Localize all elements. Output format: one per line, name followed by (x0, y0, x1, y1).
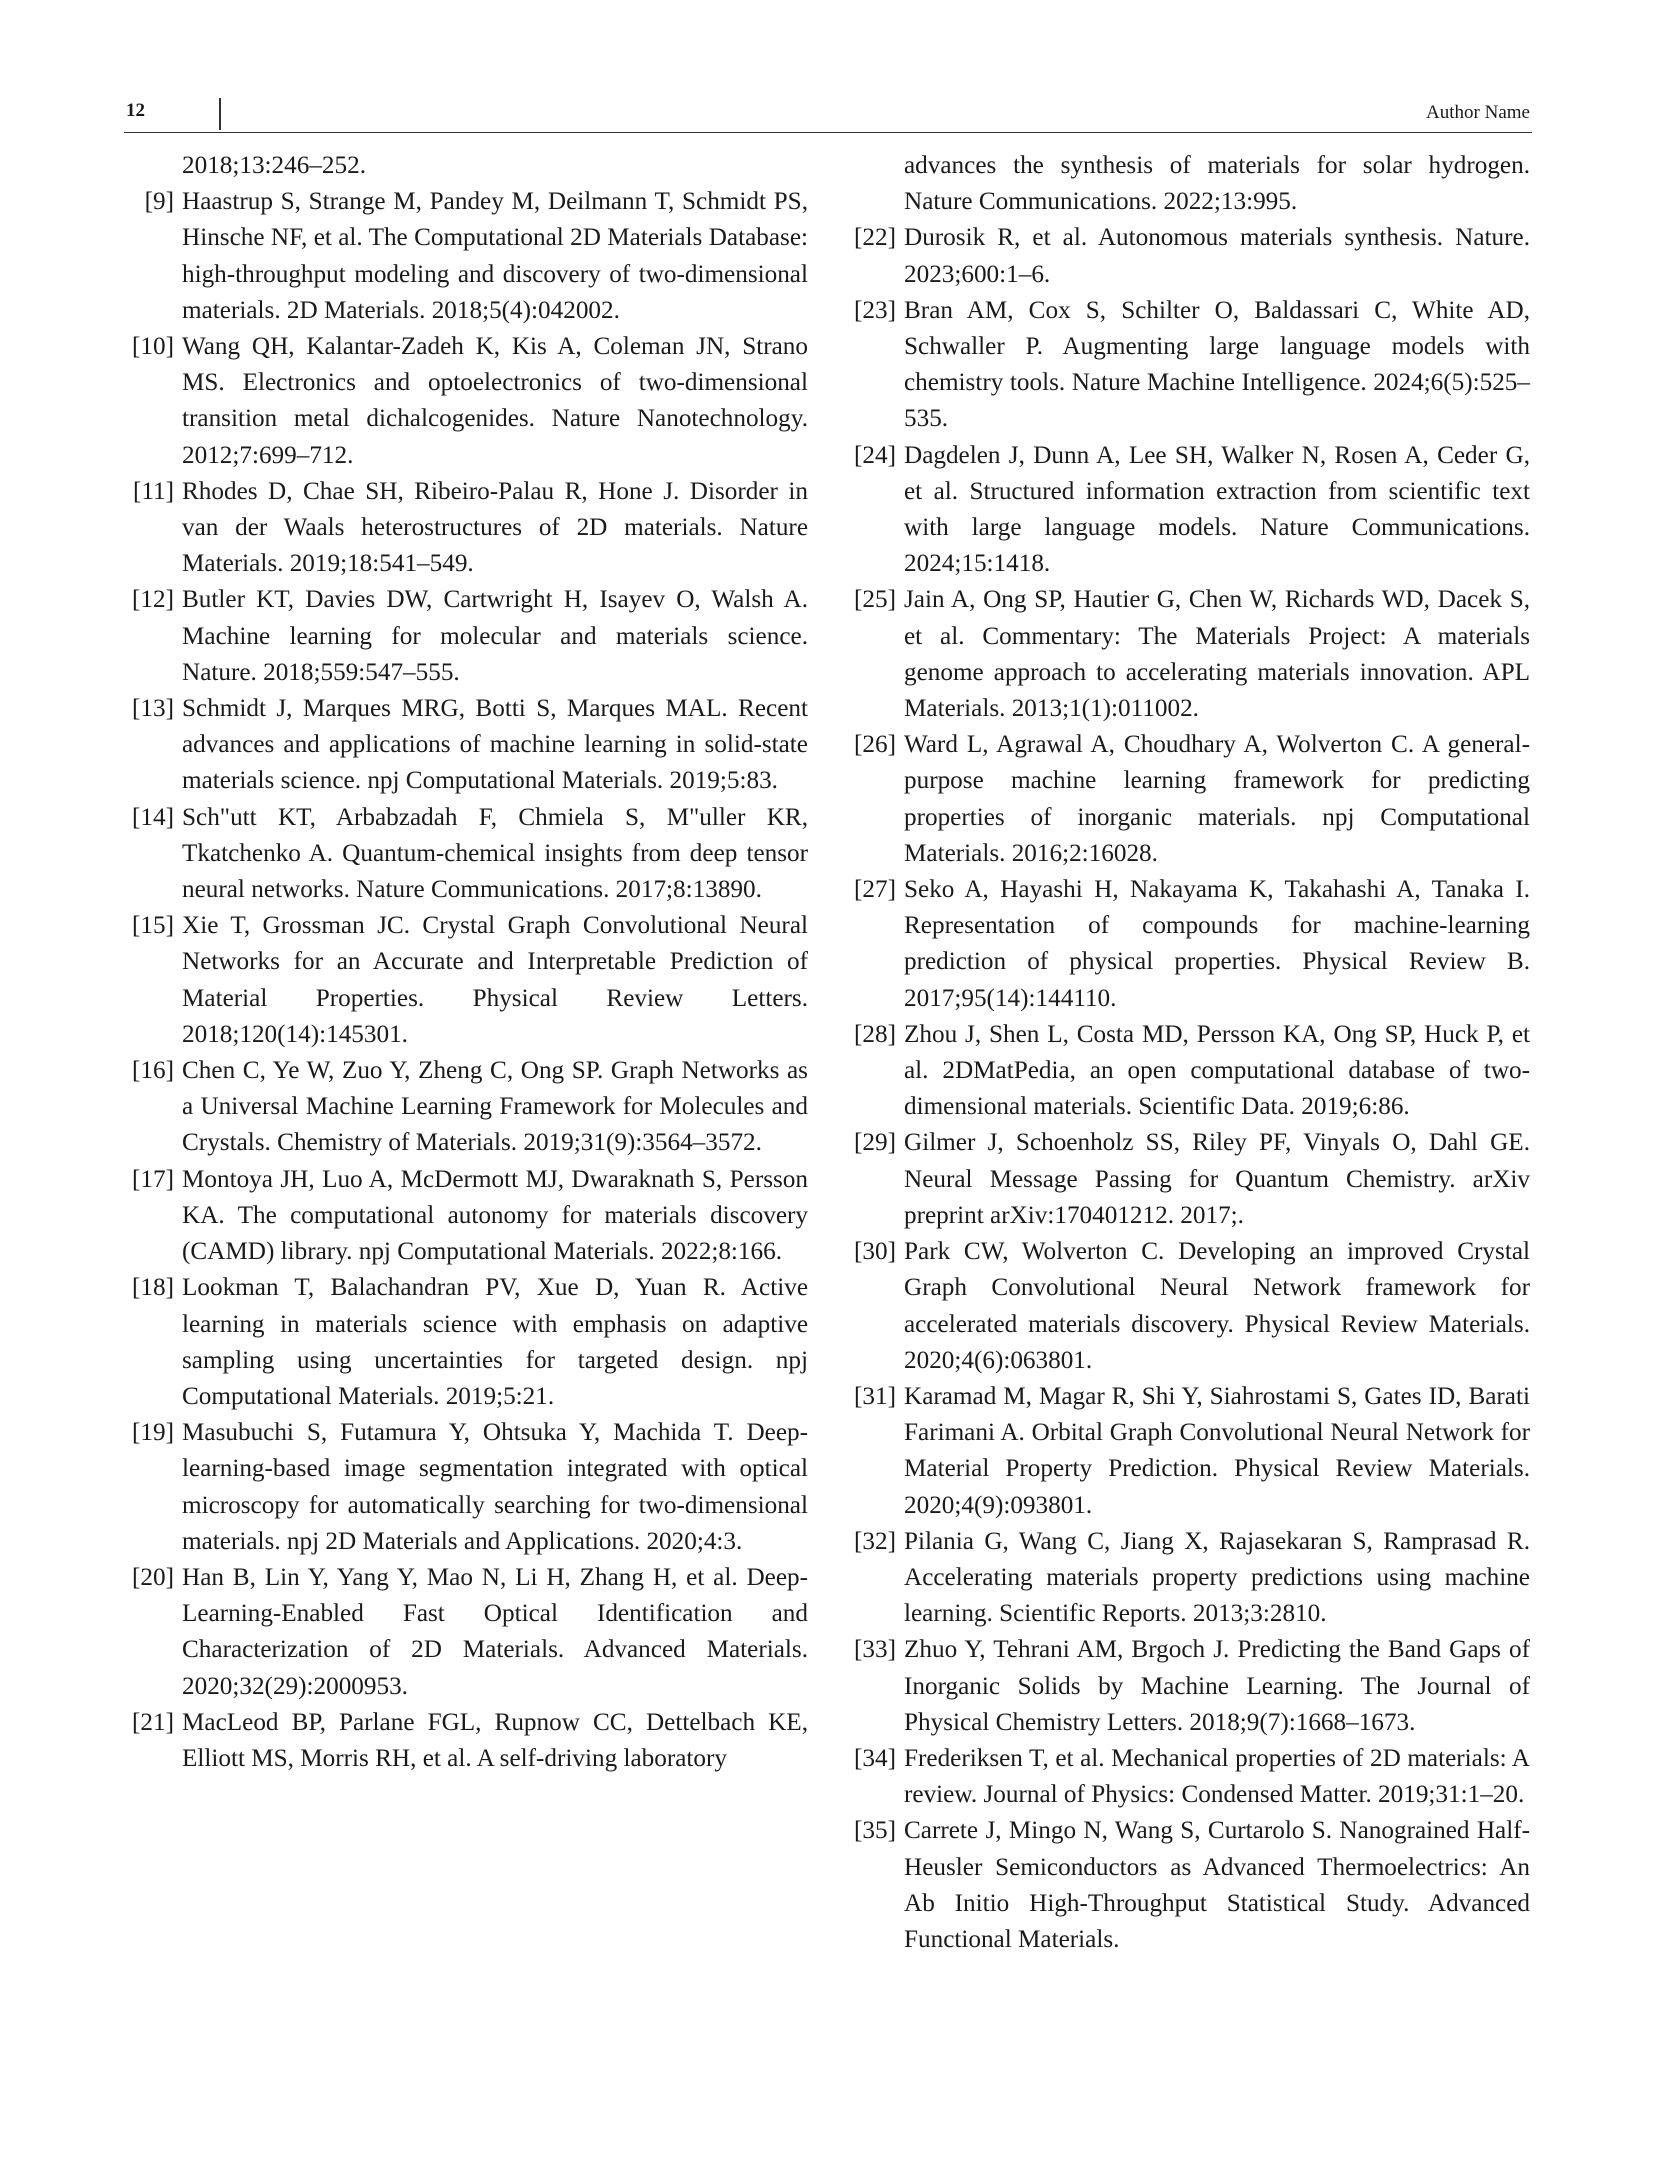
reference-entry (846, 438, 1530, 583)
reference-number: [13] (132, 695, 174, 723)
reference-number: [11] (132, 477, 174, 505)
reference-number: [12] (132, 586, 174, 614)
reference-entry (846, 1017, 1530, 1126)
reference-entry (124, 1162, 808, 1271)
reference-continuation: 2018;13:246–252. (182, 152, 367, 179)
reference-number: [17] (132, 1165, 174, 1193)
reference-text: Durosik R, et al. Autonomous materials synthesis. Nature. 2023;600:1–6. (904, 224, 1530, 288)
reference-number: [9] (144, 188, 174, 216)
reference-entry (846, 872, 1530, 1017)
reference-text: Carrete J, Mingo N, Wang S, Curtarolo S. Nanograined Half-Heusler Semiconductors as Advanced Thermoelectrics: An Ab Initio High-Throughput Statistical Study. Advanced Functional Materials. (904, 1817, 1530, 1953)
left-column (124, 148, 808, 1777)
right-column (846, 148, 1530, 1958)
reference-entry (846, 1234, 1530, 1379)
reference-entry (124, 184, 808, 329)
reference-entry (124, 582, 808, 691)
reference-entry (846, 1632, 1530, 1741)
reference-entry (124, 800, 808, 909)
reference-number: [30] (854, 1238, 896, 1266)
reference-number: [18] (132, 1274, 174, 1302)
reference-number: [10] (132, 333, 174, 361)
reference-entry (846, 1524, 1530, 1633)
reference-text: Seko A, Hayashi H, Nakayama K, Takahashi A, Tanaka I. Representation of compounds for machine-learning prediction of physical properties. Physical Review B. 2017;95(14):144110. (904, 876, 1530, 1012)
page-number: 12 (126, 100, 145, 121)
reference-number: [14] (132, 803, 174, 831)
reference-text: Zhuo Y, Tehrani AM, Brgoch J. Predicting the Band Gaps of Inorganic Solids by Machine Learning. The Journal of Physical Chemistry Letters. 2018;9(7):1668–1673. (904, 1636, 1530, 1736)
reference-entry (846, 1379, 1530, 1524)
reference-text: Dagdelen J, Dunn A, Lee SH, Walker N, Rosen A, Ceder G, et al. Structured information extraction from scientific text with large language models. Nature Communications. 2024;15:1418. (904, 441, 1530, 578)
reference-number: [23] (854, 296, 896, 324)
reference-entry (124, 1053, 808, 1162)
reference-continuation: advances the synthesis of materials for solar hydrogen. Nature Communications. 2022;13:995. (904, 152, 1530, 216)
reference-text: Chen C, Ye W, Zuo Y, Zheng C, Ong SP. Graph Networks as a Universal Machine Learning Framework for Molecules and Crystals. Chemistry of Materials. 2019;31(9):3564–3572. (182, 1057, 808, 1157)
reference-text: Sch"utt KT, Arbabzadah F, Chmiela S, M"uller KR, Tkatchenko A. Quantum-chemical insights from deep tensor neural networks. Nature Communications. 2017;8:13890. (182, 803, 808, 904)
reference-text: Ward L, Agrawal A, Choudhary A, Wolverton C. A general-purpose machine learning framework for predicting properties of inorganic materials. npj Computational Materials. 2016;2:16028. (904, 731, 1530, 867)
page-header (124, 98, 1532, 133)
reference-entry (124, 1560, 808, 1705)
reference-entry (846, 220, 1530, 292)
reference-text: Butler KT, Davies DW, Cartwright H, Isayev O, Walsh A. Machine learning for molecular and materials science. Nature. 2018;559:547–555. (182, 586, 808, 686)
reference-number: [32] (854, 1527, 896, 1555)
reference-entry (846, 727, 1530, 872)
reference-entry (846, 293, 1530, 438)
reference-number: [27] (854, 876, 896, 904)
reference-text: Han B, Lin Y, Yang Y, Mao N, Li H, Zhang H, et al. Deep-Learning-Enabled Fast Optical Identification and Characterization of 2D Materials. Advanced Materials. 2020;32(29):2000953. (182, 1563, 808, 1700)
reference-text: Zhou J, Shen L, Costa MD, Persson KA, Ong SP, Huck P, et al. 2DMatPedia, an open computational database of two-dimensional materials. Scientific Data. 2019;6:86. (904, 1020, 1530, 1121)
reference-number: [15] (132, 912, 174, 940)
header-separator (219, 98, 221, 130)
reference-entry (124, 908, 808, 1053)
reference-entry (124, 1705, 808, 1777)
reference-text: Gilmer J, Schoenholz SS, Riley PF, Vinyals O, Dahl GE. Neural Message Passing for Quantum Chemistry. arXiv preprint arXiv:170401212. 2017;. (904, 1129, 1530, 1229)
reference-entry (124, 329, 808, 474)
reference-text: Haastrup S, Strange M, Pandey M, Deilmann T, Schmidt PS, Hinsche NF, et al. The Computational 2D Materials Database: high-throughput modeling and discovery of two-dimensional materials. 2D Materials. 2018;5(4):042002. (182, 188, 808, 324)
reference-number: [25] (854, 586, 896, 614)
reference-entry (846, 1813, 1530, 1958)
reference-number: [20] (132, 1563, 174, 1591)
reference-number: [34] (854, 1744, 896, 1772)
reference-entry (124, 474, 808, 583)
reference-number: [26] (854, 731, 896, 759)
reference-entry (124, 1270, 808, 1415)
reference-text: Masubuchi S, Futamura Y, Ohtsuka Y, Machida T. Deep-learning-based image segmentation integrated with optical microscopy for automatically searching for two-dimensional materials. npj 2D Materials and Applications. 2020;4:3. (182, 1419, 808, 1555)
reference-number: [22] (854, 224, 896, 252)
reference-number: [21] (132, 1708, 174, 1736)
reference-text: Xie T, Grossman JC. Crystal Graph Convolutional Neural Networks for an Accurate and Interpretable Prediction of Material Properties. Physical Review Letters. 2018;120(14):145301. (182, 912, 808, 1048)
reference-text: MacLeod BP, Parlane FGL, Rupnow CC, Dettelbach KE, Elliott MS, Morris RH, et al. A self-driving laboratory (182, 1708, 808, 1772)
reference-number: [35] (854, 1817, 896, 1845)
reference-text: Karamad M, Magar R, Shi Y, Siahrostami S, Gates ID, Barati Farimani A. Orbital Graph Convolutional Neural Network for Material Property Prediction. Physical Review Materials. 2020;4(9):093801. (904, 1382, 1530, 1519)
reference-number: [19] (132, 1419, 174, 1447)
reference-entry (124, 691, 808, 800)
running-head: Author Name (1426, 102, 1530, 123)
reference-number: [33] (854, 1636, 896, 1664)
reference-text: Bran AM, Cox S, Schilter O, Baldassari C, White AD, Schwaller P. Augmenting large language models with chemistry tools. Nature Machine Intelligence. 2024;6(5):525–535. (904, 296, 1530, 433)
reference-entry (846, 582, 1530, 727)
reference-number: [29] (854, 1129, 896, 1157)
reference-text: Frederiksen T, et al. Mechanical properties of 2D materials: A review. Journal of Physics: Condensed Matter. 2019;31:1–20. (904, 1744, 1530, 1809)
reference-text: Wang QH, Kalantar-Zadeh K, Kis A, Coleman JN, Strano MS. Electronics and optoelectronics of two-dimensional transition metal dichalcogenides. Nature Nanotechnology. 2012;7:699–712. (182, 333, 808, 469)
reference-entry (124, 1415, 808, 1560)
reference-entry (846, 1741, 1530, 1813)
reference-text: Jain A, Ong SP, Hautier G, Chen W, Richards WD, Dacek S, et al. Commentary: The Materials Project: A materials genome approach to accelerating materials innovation. APL Materials. 2013;1(1):011002. (904, 586, 1530, 723)
reference-text: Schmidt J, Marques MRG, Botti S, Marques MAL. Recent advances and applications of machine learning in solid-state materials science. npj Computational Materials. 2019;5:83. (182, 695, 808, 795)
reference-text: Lookman T, Balachandran PV, Xue D, Yuan R. Active learning in materials science with emphasis on adaptive sampling using uncertainties for targeted design. npj Computational Materials. 2019;5:21. (182, 1274, 808, 1410)
reference-entry (846, 1125, 1530, 1234)
reference-text: Rhodes D, Chae SH, Ribeiro-Palau R, Hone J. Disorder in van der Waals heterostructures of 2D materials. Nature Materials. 2019;18:541–549. (182, 477, 808, 578)
reference-text: Montoya JH, Luo A, McDermott MJ, Dwaraknath S, Persson KA. The computational autonomy for materials discovery (CAMD) library. npj Computational Materials. 2022;8:166. (182, 1165, 808, 1266)
reference-number: [24] (854, 441, 896, 469)
reference-number: [28] (854, 1020, 896, 1048)
reference-number: [31] (854, 1382, 896, 1410)
reference-number: [16] (132, 1057, 174, 1085)
reference-text: Pilania G, Wang C, Jiang X, Rajasekaran S, Ramprasad R. Accelerating materials property predictions using machine learning. Scientific Reports. 2013;3:2810. (904, 1527, 1530, 1628)
reference-text: Park CW, Wolverton C. Developing an improved Crystal Graph Convolutional Neural Network framework for accelerated materials discovery. Physical Review Materials. 2020;4(6):063801. (904, 1238, 1530, 1374)
